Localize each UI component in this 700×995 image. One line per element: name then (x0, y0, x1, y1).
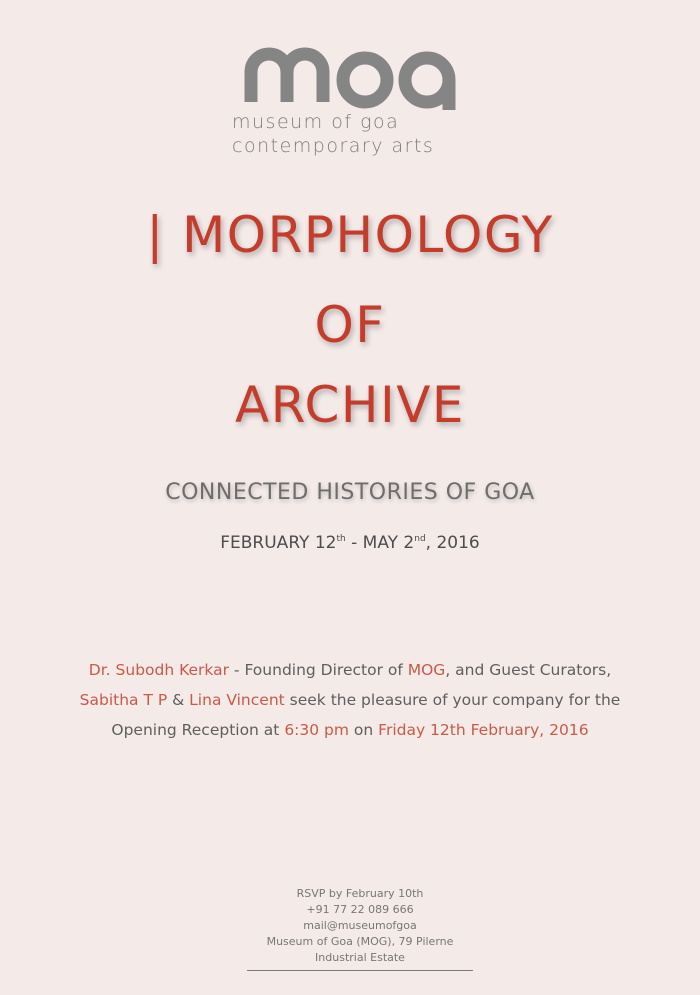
host-name: Dr. Subodh Kerkar (88, 661, 229, 679)
invitation-line-3 (40, 715, 660, 745)
date-separator: - MAY 2 (345, 533, 415, 553)
rsvp-email[interactable]: mail@museumofgoa (303, 919, 417, 932)
rsvp-deadline: RSVP by February 10th (296, 887, 424, 900)
date-start-suffix: th (336, 534, 346, 544)
invitation-text (40, 655, 660, 745)
exhibition-subtitle: CONNECTED HISTORIES OF GOA (165, 480, 535, 505)
invitation-line-2 (40, 685, 660, 715)
rsvp-phone[interactable]: +91 77 22 089 666 (306, 903, 414, 916)
reception-time: 6:30 pm (284, 721, 349, 739)
date-start: FEBRUARY 12 (220, 533, 337, 553)
invitation-text-part: Opening Reception at (111, 721, 285, 739)
invitation-line-1 (40, 655, 660, 685)
title-line-2: OF (314, 296, 386, 354)
org-name: MOG (407, 661, 446, 679)
exhibition-dates (0, 533, 700, 553)
logo-text-line-1: museum of goa (232, 111, 400, 133)
invitation-text-part: on (348, 721, 379, 739)
curator-name-1: Sabitha T P (79, 691, 168, 709)
invitation-text-part: & (167, 691, 190, 709)
rsvp-block (0, 886, 700, 966)
date-end-suffix: nd (414, 534, 426, 544)
logo-text-line-2: contemporary arts (232, 135, 435, 157)
rsvp-address-line-1: Museum of Goa (MOG), 79 Pilerne (266, 935, 454, 948)
invitation-text-part: , and Guest Curators, (445, 661, 612, 679)
reception-date: Friday 12th February, 2016 (378, 721, 589, 739)
date-year: , 2016 (425, 533, 480, 553)
mog-logo-mark (243, 40, 458, 110)
curator-name-2: Lina Vincent (189, 691, 285, 709)
invitation-text-part: - Founding Director of (229, 661, 408, 679)
invitation-text-part: seek the pleasure of your company for the (284, 691, 621, 709)
rsvp-divider (247, 970, 473, 971)
title-line-1: | MORPHOLOGY (146, 206, 554, 264)
museum-logo (0, 40, 700, 158)
title-line-3: ARCHIVE (234, 376, 465, 434)
rsvp-address-line-2: Industrial Estate (315, 951, 405, 964)
